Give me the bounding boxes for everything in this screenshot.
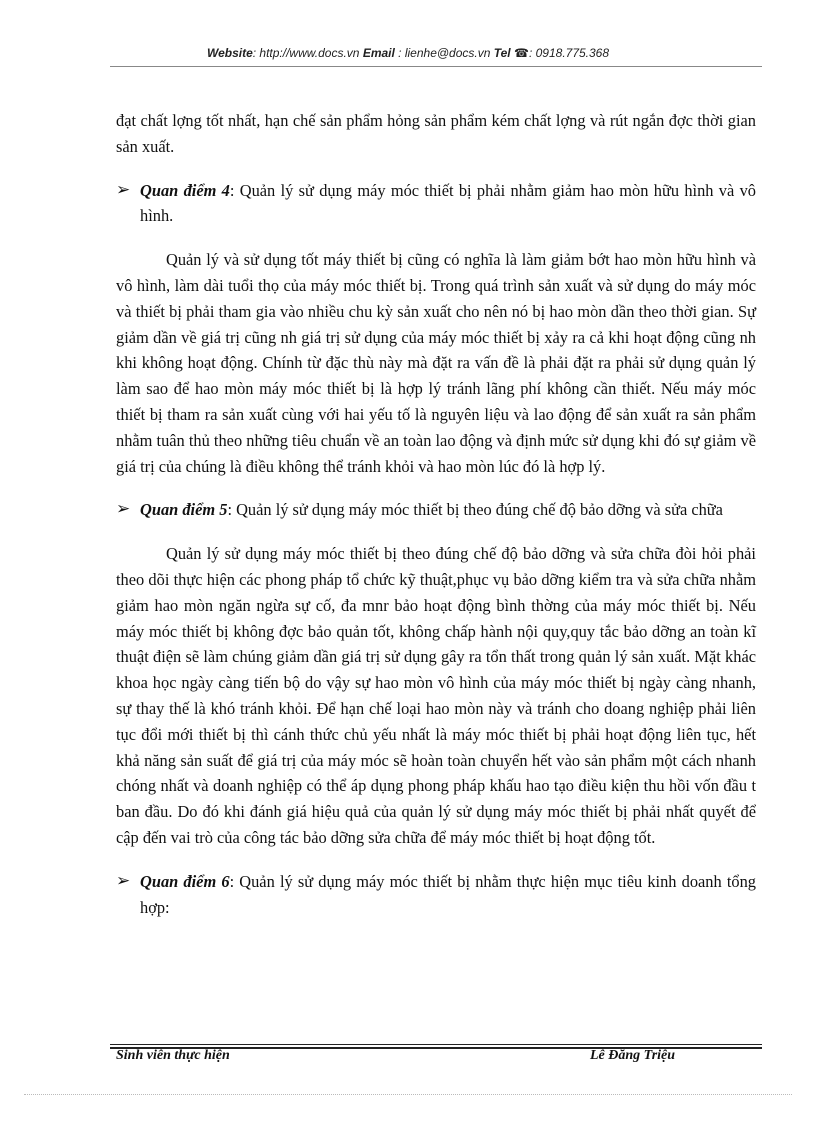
- email-label: Email: [362, 46, 395, 60]
- page-header: [0, 46, 816, 60]
- paragraph-2: Quản lý sử dụng máy móc thiết bị theo đúng chế độ bảo dỡng và sửa chữa đòi hỏi phải theo dõi thực hiện các phong pháp tổ chức kỹ thuật,phục vụ bảo dỡng kiểm tra và sửa chữa nhằm giảm hao mòn ngăn ngừa sự cố, đa mnr bảo hoạt động bình thờng của máy móc thiết bị. Nếu máy móc thiết bị không đợc bảo quản tốt, không chấp hành nội quy,quy tắc bảo dỡng an toàn kĩ thuật điện sẽ làm chúng giảm dần giá trị sử dụng gây ra tổn thất trong quản lý sản xuất. Mặt khác khoa học ngày càng tiến bộ do vậy sự hao mòn vô hình của máy móc thiết bị ngày càng nhanh, sự thay thế là khó tránh khỏi. Để hạn chế loại hao mòn này và tránh cho doang nghiệp phải liên tục đổi mới thiết bị thì cánh thức chủ yếu nhất là máy móc thiết bị phải hoạt động liên tục, hết khả năng sản suất để giá trị của máy móc sẽ hoàn toàn chuyển hết vào sản phẩm một cách nhanh chóng nhất và doanh nghiệp có thể áp dụng phong pháp khấu hao tạo điều kiện thu hồi vốn đầu t ban đầu. Do đó khi đánh giá hiệu quả của quản lý sử dụng máy móc thiết bị phải nhất quyết để cập đến vai trò của công tác bảo dỡng sửa chữa để máy móc thiết bị hoạt động tốt.: [116, 544, 756, 847]
- document-body: [116, 108, 756, 938]
- viewpoint-4-title: Quan điểm 4: [140, 180, 230, 200]
- arrow-bullet-icon: ➢: [116, 499, 131, 520]
- viewpoint-6: [116, 869, 756, 921]
- viewpoint-5-title: Quan điểm 5: [140, 500, 228, 520]
- page-bottom-dotted-line: [24, 1094, 792, 1095]
- footer-author-name: Lê Đăng Triệu: [590, 1048, 676, 1063]
- footer-student-label: Sinh viên thực hiện: [116, 1048, 230, 1063]
- arrow-bullet-icon: ➢: [116, 179, 131, 200]
- viewpoint-5: [116, 497, 756, 523]
- email-value: : lienhe@docs.vn: [398, 46, 491, 60]
- intro-paragraph: đạt chất lợng tốt nhất, hạn chế sản phẩm hỏng sản phẩm kém chất lợng và rút ngắn đợc thời gian sản xuất.: [116, 111, 756, 156]
- header-divider: [110, 66, 762, 67]
- footer-divider-thin: [110, 1044, 762, 1045]
- viewpoint-5-text: : Quản lý sử dụng máy móc thiết bị theo đúng chế độ bảo dỡng và sửa chữa: [227, 500, 723, 520]
- viewpoint-4-text: : Quản lý sử dụng máy móc thiết bị phải nhằm giảm hao mòn hữu hình và vô hình.: [140, 180, 756, 226]
- website-label: Website: [206, 46, 253, 60]
- viewpoint-6-title: Quan điểm 6: [140, 871, 230, 891]
- tel-value: : 0918.775.368: [528, 46, 610, 60]
- tel-label: Tel: [493, 46, 511, 60]
- paragraph-1: Quản lý và sử dụng tốt máy thiết bị cũng có nghĩa là làm giảm bớt hao mòn hữu hình và vô hình, làm dài tuổi thọ của máy móc thiết bị. Trong quá trình sản xuất và sử dụng do máy móc và thiết bị phải tham gia vào nhiều chu kỳ sản xuất cho nên nó bị hao mòn dần theo thời gian. Sự giảm dần về giá trị cũng nh giá trị sử dụng của máy móc thiết bị xảy ra cả khi hoạt động cũng nh khi không hoạt động. Chính từ đặc thù này mà đặt ra vấn đề là phải đặt ra phải sử dụng quản lý làm sao để hao mòn máy móc thiết bị là hợp lý tránh lãng phí không cần thiết. Nếu máy móc thiết bị tham ra sản xuất cùng với hai yếu tố là nguyên liệu và lao động để sản xuất ra sản phẩm nhằm tuân thủ theo những tiêu chuẩn về an toàn lao động và định mức sử dụng khi đó sự giảm về giá trị của chúng là điều không thể tránh khỏi và hao mòn lúc đó là hợp lý.: [116, 250, 756, 476]
- viewpoint-4: [116, 178, 756, 230]
- website-value: : http://www.docs.vn: [252, 46, 360, 60]
- phone-icon: ☎: [514, 46, 529, 60]
- arrow-bullet-icon: ➢: [116, 870, 131, 891]
- viewpoint-6-text: : Quản lý sử dụng máy móc thiết bị nhằm thực hiện mục tiêu kinh doanh tổng hợp:: [140, 871, 756, 917]
